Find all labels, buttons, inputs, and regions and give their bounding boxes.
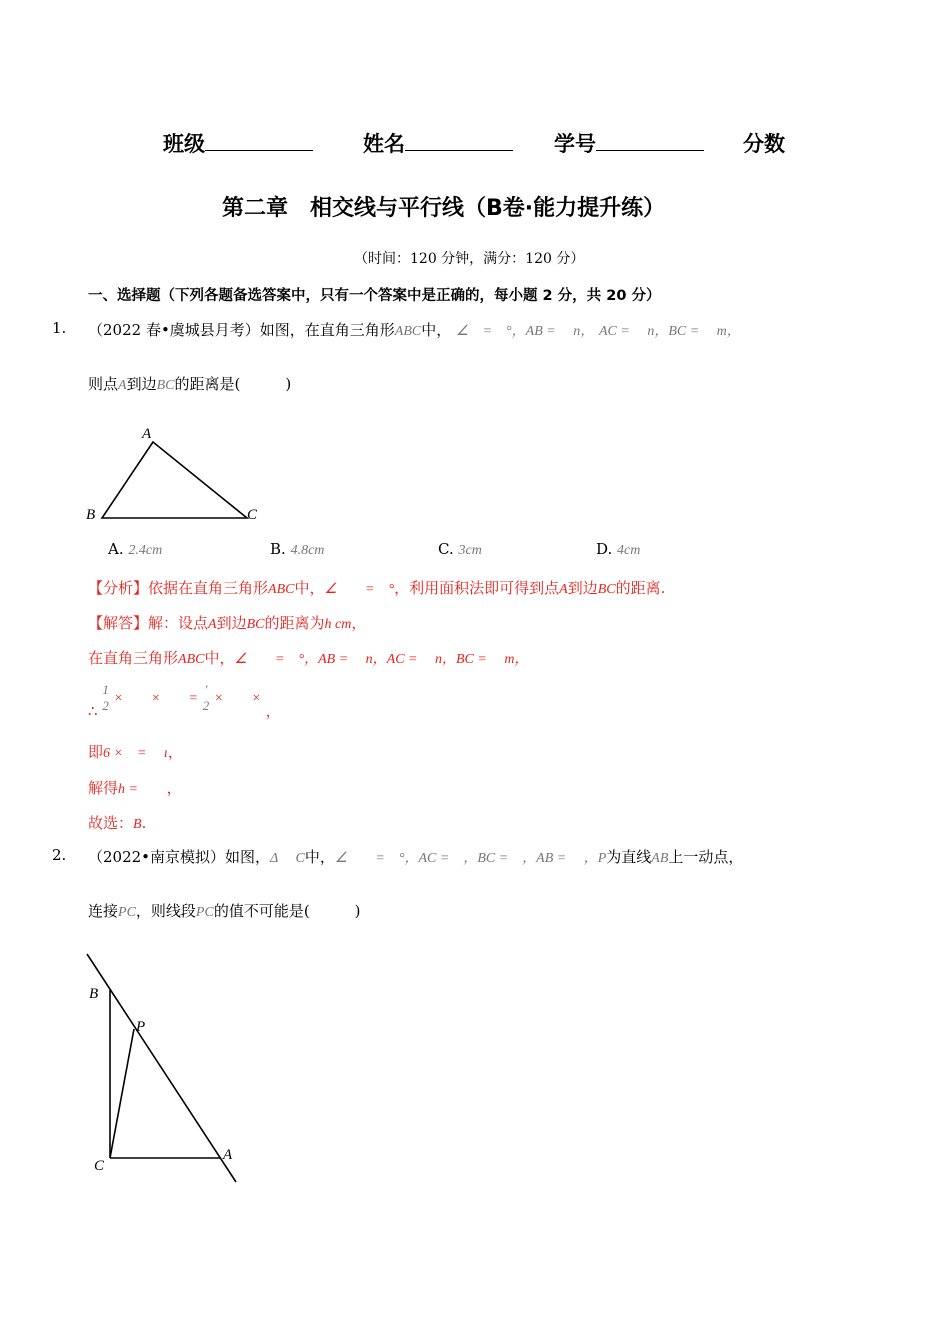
point-label-c: C xyxy=(94,1158,105,1174)
q1-answer-line6: 故选：B. xyxy=(88,814,147,832)
q1-answer-line3: ∴ 1 2 × × = ' 2 × × ， xyxy=(88,682,281,720)
q1-answer-line4: 即6 × = ı， xyxy=(88,743,183,761)
q1-stem-line1: （2022 春•虞城县月考）如图，在直角三角形ABC中， ∠ = °，AB = n， AC = n，BC = m， xyxy=(88,321,741,339)
name-field xyxy=(363,128,513,158)
q2-stem-line2: 连接PC，则线段PC的值不可能是( ) xyxy=(88,902,361,920)
segment-pc xyxy=(110,1029,134,1158)
q1-answer-line5: 解得h = ， xyxy=(88,779,182,797)
class-label: 班级 xyxy=(163,132,205,156)
name-label: 姓名 xyxy=(363,132,405,156)
score-label: 分数 xyxy=(743,132,785,156)
id-label: 学号 xyxy=(554,132,596,156)
vertex-label-b: B xyxy=(86,507,96,523)
point-label-a: A xyxy=(223,1147,233,1163)
q1-triangle-figure xyxy=(80,420,270,530)
class-blank[interactable] xyxy=(205,132,313,151)
q1-option-b[interactable]: B. 4.8cm xyxy=(270,540,325,558)
vertex-label-a: A xyxy=(142,426,152,442)
point-label-p: P xyxy=(136,1019,146,1035)
q1-option-c[interactable]: C. 3cm xyxy=(438,540,482,558)
q1-analysis: 【分析】依据在直角三角形ABC中，∠ = °，利用面积法即可得到点A到边BC的距离. xyxy=(88,579,666,597)
q1-option-a[interactable]: A. 2.4cm xyxy=(108,540,163,558)
id-field xyxy=(554,128,704,158)
section-heading: 一、选择题（下列各题备选答案中，只有一个答案中是正确的，每小题 2 分，共 20 分） xyxy=(88,288,661,304)
class-field xyxy=(163,128,313,158)
q1-answer-line2: 在直角三角形ABC中，∠ = °，AB = n，AC = n，BC = m， xyxy=(88,649,529,667)
q2-stem-line1: （2022•南京模拟）如图，Δ C中，∠ = °，AC = ，BC = ，AB = ，P为直线AB上一动点， xyxy=(88,848,744,866)
page-subtitle: （时间：120 分钟，满分：120 分） xyxy=(354,251,585,267)
q1-answer-line1: 【解答】解：设点A到边BC的距离为h cm， xyxy=(88,614,367,632)
q1-number: 1. xyxy=(52,319,67,337)
vertex-label-c: C xyxy=(247,507,258,523)
name-blank[interactable] xyxy=(405,132,513,151)
q2-number: 2. xyxy=(52,846,67,864)
q1-option-d[interactable]: D. 4cm xyxy=(596,540,641,558)
id-blank[interactable] xyxy=(596,132,704,151)
page-title: 第二章 相交线与平行线（B卷·能力提升练） xyxy=(222,196,666,221)
q2-triangle-figure xyxy=(80,945,250,1190)
q1-stem-line2: 则点A到边BC的距离是( ) xyxy=(88,375,292,393)
triangle-abc xyxy=(102,442,247,518)
point-label-b: B xyxy=(89,986,99,1002)
